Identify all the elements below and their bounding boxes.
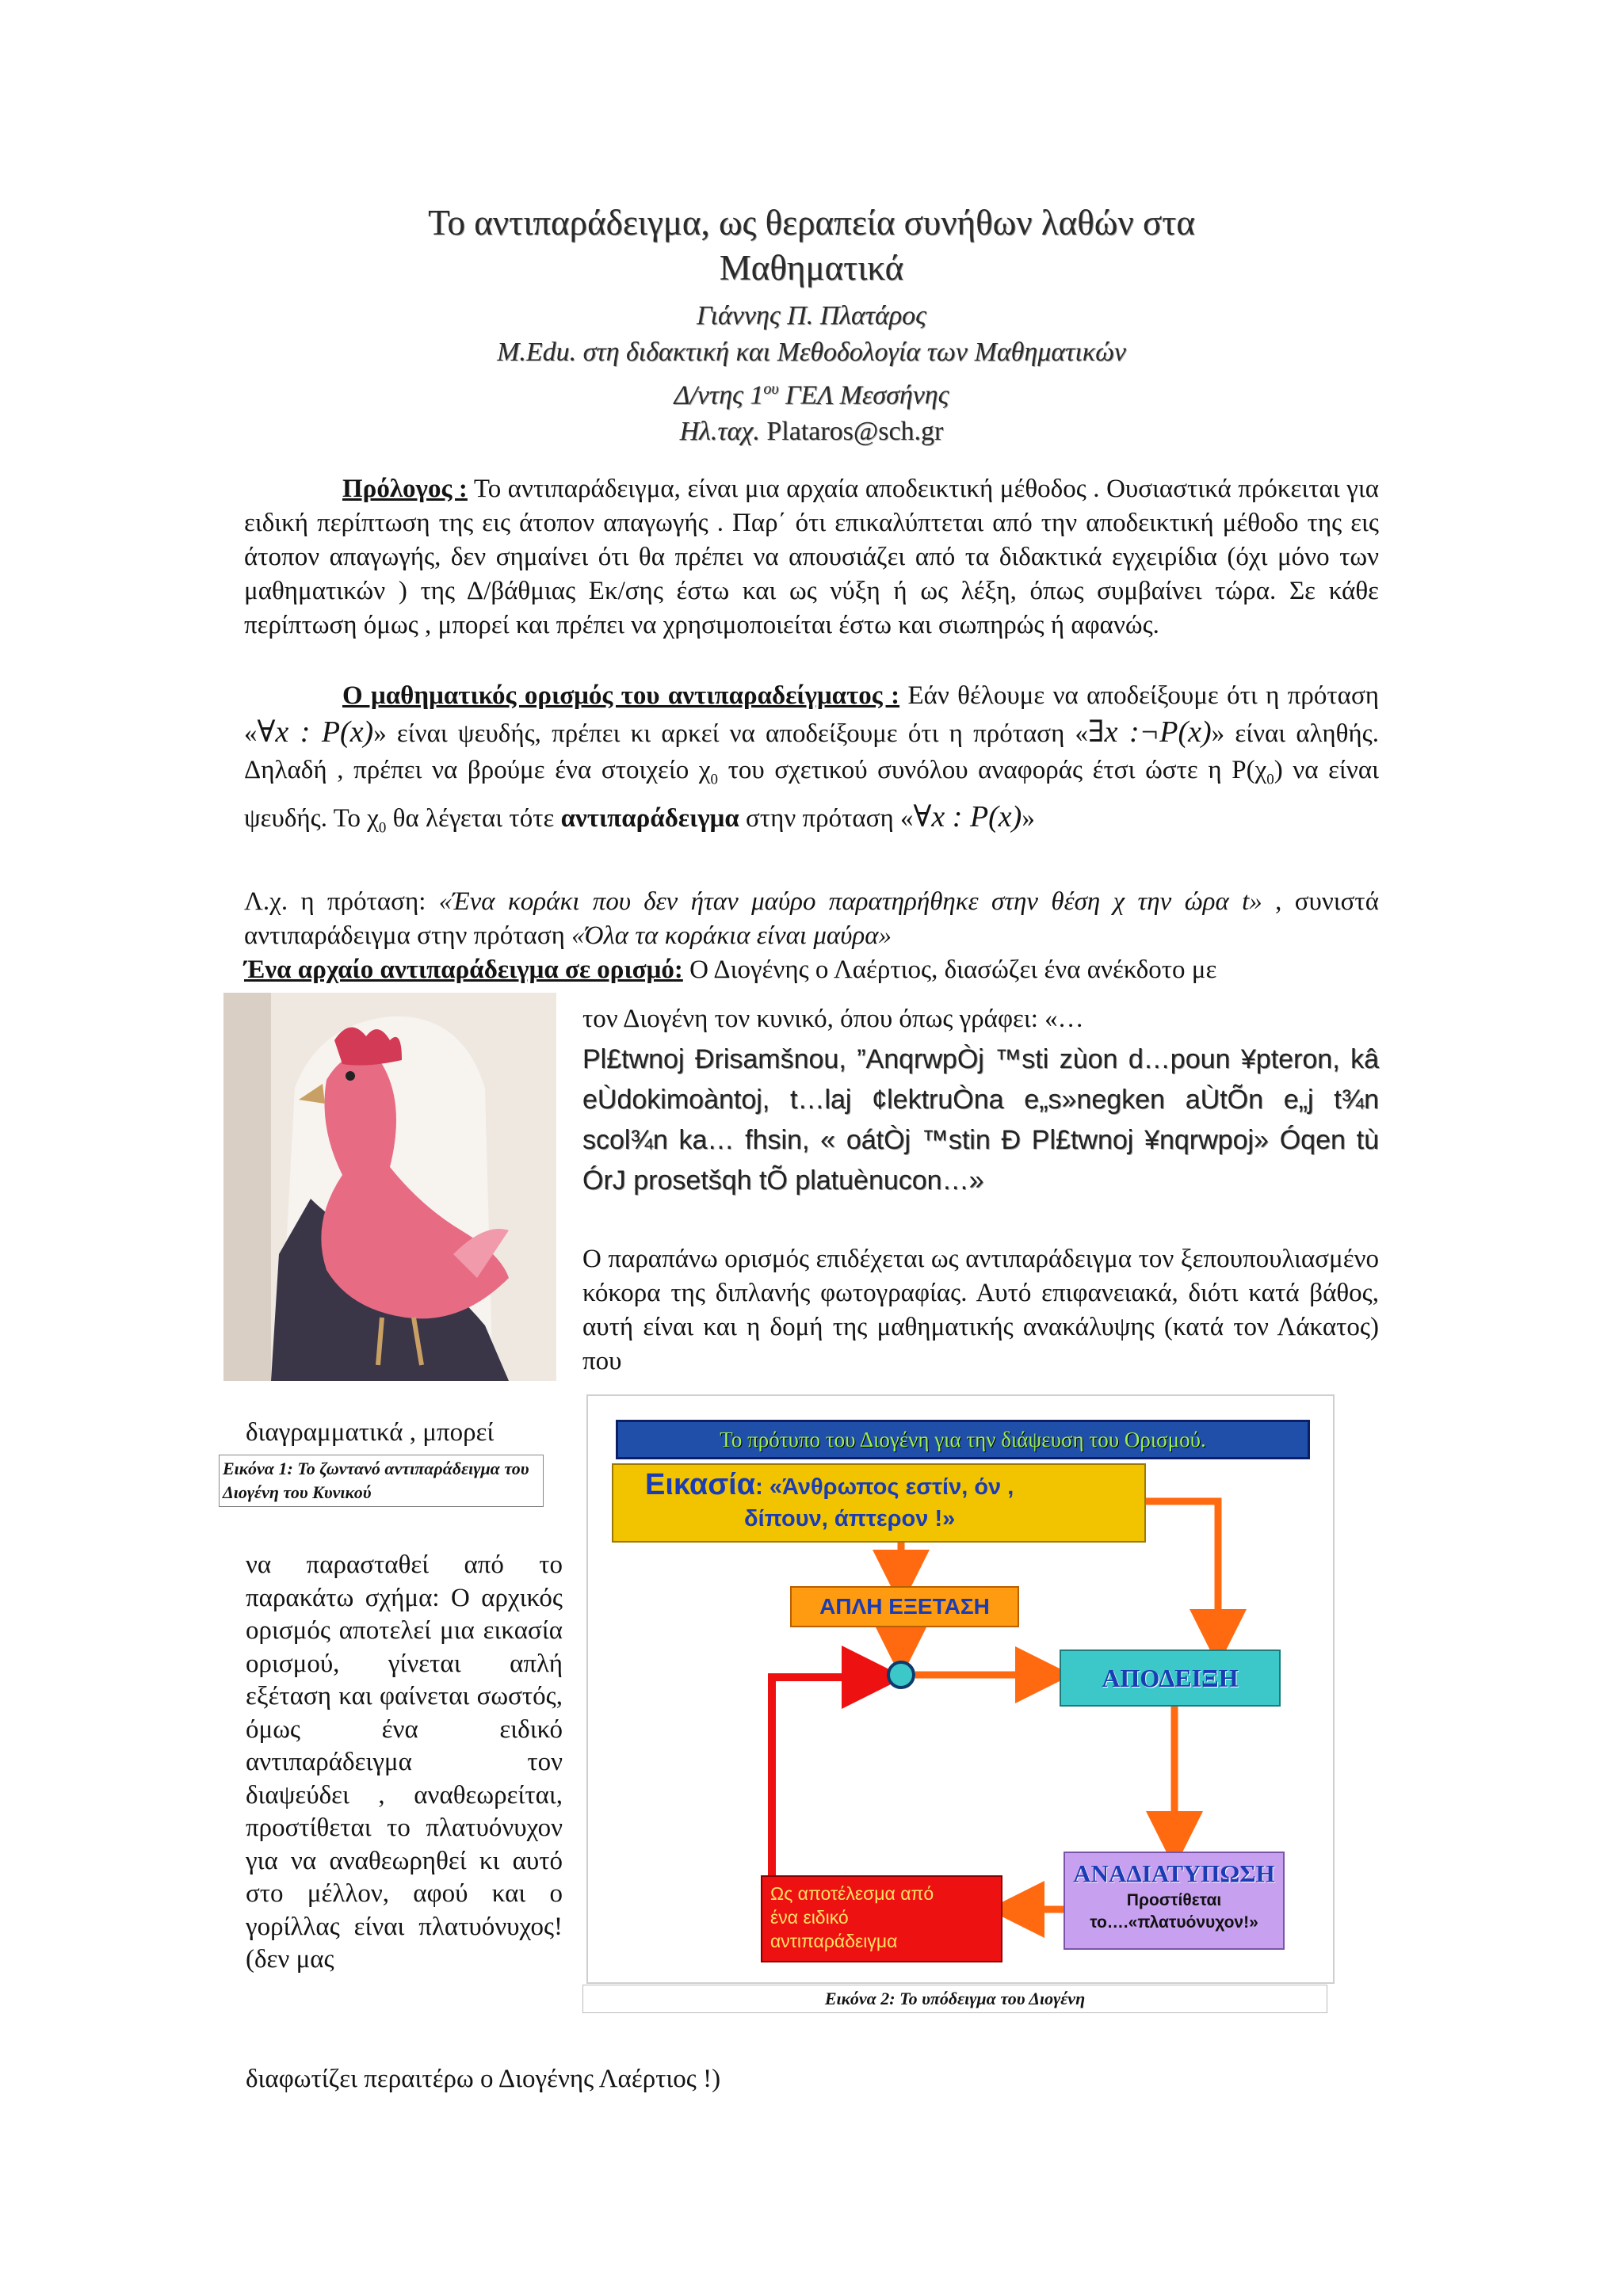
term-counterexample: αντιπαράδειγμα bbox=[560, 803, 739, 833]
figure1-caption: Εικόνα 1: Το ζωντανό αντιπαράδειγμα του Διογένη του Κυνικού bbox=[219, 1455, 544, 1507]
decision-node bbox=[888, 1662, 914, 1688]
ancient-after-text: Ο παραπάνω ορισμός επιδέχεται ως αντιπαράδειγμα τον ξεπουπουλιασμένο κόκορα της διπλανής φωτογραφίας. Αυτό επιφανειακά, διότι κατά βάθος, αυτή είναι και η δομή της μαθηματικής ανακάλυψης (κατά τον Λάκατος) που bbox=[582, 1245, 1379, 1375]
author-name: Γιάννης Π. Πλατάρος bbox=[697, 301, 926, 330]
eikasia-label: Εικασία bbox=[645, 1468, 756, 1501]
formula-forall-2: ∀x : P(x) bbox=[913, 799, 1022, 833]
box-result-counterexample: Ως αποτέλεσμα από ένα ειδικό αντιπαράδειγμα bbox=[761, 1875, 1002, 1962]
definition-paragraph: Ο μαθηματικός ορισμός του αντιπαραδείγματος : Εάν θέλουμε να αποδείξουμε ότι η πρόταση «∀x : P(x)» είναι ψευδής, πρέπει κι αρκεί να αποδείξουμε ότι η πρόταση «∃x :¬P(x)» είναι αληθής. Δηλαδή , πρέπει να βρούμε ένα στοιχείο $\chi_0$ του σχετικού συνόλου αναφοράς έτσι ώστε η $P(\chi_0)$ να είναι ψευδής. Το $\chi_0$ θα λέγεται τότε αντιπαράδειγμα στην πρόταση «∀x : P(x)» bbox=[244, 681, 1379, 837]
title-line-2: Μαθηματικά bbox=[719, 248, 904, 288]
diogenes-diagram bbox=[586, 1394, 1335, 1984]
definition-heading: Ο μαθηματικός ορισμός του αντιπαραδείγματος : bbox=[342, 681, 900, 710]
prologue-heading: Πρόλογος : bbox=[342, 475, 468, 503]
figure2-caption: Εικόνα 2: Το υπόδειγμα του Διογένη bbox=[582, 1985, 1327, 2013]
author-email: Ηλ.ταχ. Plataros@sch.gr bbox=[679, 417, 944, 447]
example-quote-all-ravens: «Όλα τα κοράκια είναι μαύρα» bbox=[571, 921, 892, 950]
author-degree: M.Edu. στη διδακτική και Μεθοδολογία των Μαθηματικών bbox=[497, 338, 1126, 367]
ancient-heading: Ένα αρχαίο αντιπαράδειγμα σε ορισμό: bbox=[244, 955, 683, 984]
prologue-text: Το αντιπαράδειγμα, είναι μια αρχαία αποδεικτική μέθοδος . Ουσιαστικά πρόκειται για ειδική περίπτωση της εις άτοπον απαγωγής . Παρ΄ ότι επικαλύπτεται από την αποδεικτική μέθοδο της εις άτοπον απαγωγής, δεν σημαίνει ότι θα πρέπει να απουσιάζει από τα διδακτικά εγχειρίδια (όχι μόνο των μαθηματικών ) της Δ/βάθμιας Εκ/σης έστω και ως νύξη ή ως λέξη, όπως συμβαίνει τώρα. Σε κάθε περίπτωση όμως , μπορεί και πρέπει να χρησιμοποιείται έστω και σιωπηρώς ή αφανώς. bbox=[244, 475, 1379, 639]
title-line-1: Το αντιπαράδειγμα, ως θεραπεία συνήθων λαθών στα bbox=[428, 203, 1195, 242]
box-apodeixi: ΑΠΟΔΕΙΞΗ bbox=[1060, 1650, 1281, 1707]
box-eikasia: Εικασία: «Άνθρωπος εστίν, όν , δίπουν, άπτερον !» bbox=[612, 1463, 1146, 1543]
box-anadiatyposi: ΑΝΑΔΙΑΤΥΠΩΣΗ Προστίθεται το….«πλατυόνυχον!» bbox=[1064, 1852, 1285, 1950]
example-quote-raven: «Ένα κοράκι που δεν ήταν μαύρο παρατηρήθηκε στην θέση χ την ώρα t» bbox=[438, 887, 1262, 916]
left-column-text: να παρασταθεί από το παρακάτω σχήμα: Ο αρχικός ορισμός αποτελεί μια εικασία ορισμού, γίνεται απλή εξέταση και φαίνεται σωστός, όμως ένα ειδικό αντιπαράδειγμα τον διαψεύδει , αναθεωρείται, προστίθεται το πλατυόνυχον για να αναθεωρηθεί κι αυτό στο μέλλον, αφού και ο γορίλλας είναι πλατυόνυχος! (δεν μας bbox=[246, 1550, 563, 1974]
ancient-heading-line: Ένα αρχαίο αντιπαράδειγμα σε ορισμό: Ο Διογένης ο Λαέρτιος, διασώζει ένα ανέκδοτο με bbox=[244, 955, 1217, 984]
left-column-line1: διαγραμματικά , μπορεί bbox=[246, 1418, 495, 1447]
example-paragraph: Λ.χ. η πρόταση: «Ένα κοράκι που δεν ήταν μαύρο παρατηρήθηκε στην θέση χ την ώρα t» , συνιστά αντιπαράδειγμα στην πρόταση «Όλα τα κοράκια είναι μαύρα» bbox=[244, 887, 1379, 950]
author-position: Δ/ντης $1^{o\upsilon}$ ΓΕΛ Μεσσήνης bbox=[674, 380, 949, 410]
final-line: διαφωτίζει περαιτέρω ο Διογένης Λαέρτιος !) bbox=[246, 2065, 721, 2093]
author-block bbox=[238, 298, 1385, 450]
formula-exists: ∃x :¬P(x) bbox=[1088, 715, 1212, 749]
rooster-photo bbox=[223, 993, 556, 1381]
ancient-line2: τον Διογένη τον κυνικό, όπου όπως γράφει: «… bbox=[582, 1005, 1084, 1033]
box-apli-exetasi: ΑΠΛΗ ΕΞΕΤΑΣΗ bbox=[790, 1586, 1019, 1627]
email-link[interactable]: Plataros@sch.gr bbox=[766, 417, 944, 447]
prologue-paragraph bbox=[244, 472, 1379, 643]
diagram-title: Το πρότυπο του Διογένη για την διάψευση του Ορισμού. bbox=[616, 1420, 1310, 1459]
paper-title bbox=[238, 200, 1385, 291]
formula-forall: ∀x : P(x) bbox=[257, 715, 374, 749]
greek-quote-encoded: Pl£twnoj Ðrisamšnou, ”AnqrwpÒj ™sti zùon d…poun ¥pteron, kâ eÙdokimoàntoj, t…laj ¢lektruÒna e„s»negken aÙtÕn e„j t¾n scol¾n ka… fhsin, « oátÒj ™stin Ð Pl£twnoj ¥nqrwpoj» Óqen tù ÓrJ prosetšqh tÕ platuènucon…» bbox=[582, 1044, 1379, 1196]
arrow-eikasia-to-apodeixi bbox=[1143, 1501, 1218, 1638]
